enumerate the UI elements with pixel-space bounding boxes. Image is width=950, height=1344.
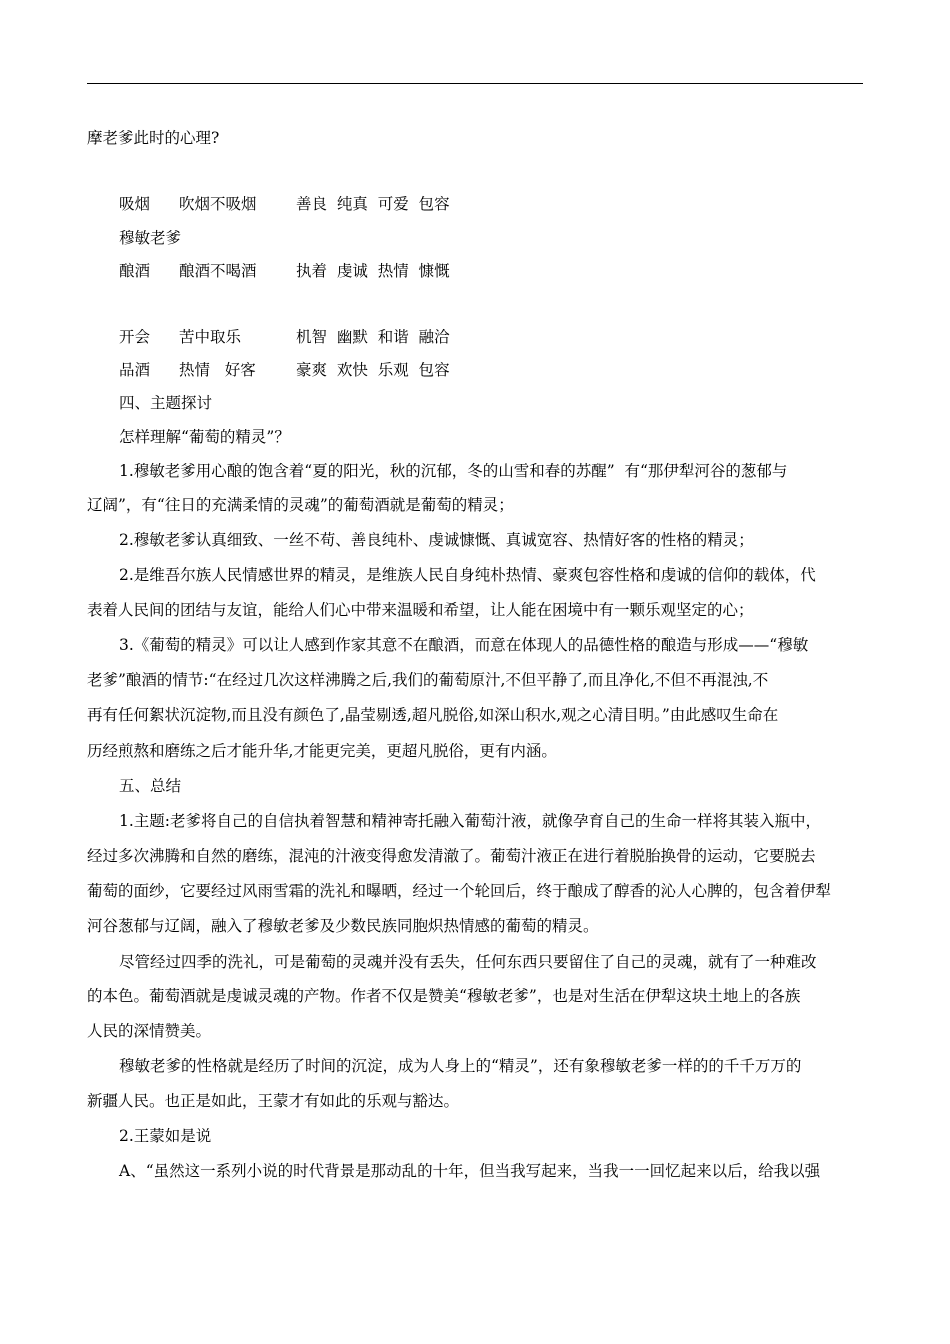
paragraph-line: 1.穆敏老爹用心酿的饱含着“夏的阳光，秋的沉郁，冬的山雪和春的苏醒” 有“那伊犁河谷的葱郁与: [119, 462, 788, 480]
section-heading: 五、总结: [119, 777, 182, 795]
table-cell: 酿酒不喝酒: [179, 262, 257, 280]
table-cell: 豪爽 欢快 乐观 包容: [296, 361, 450, 379]
paragraph-line: 尽管经过四季的洗礼，可是葡萄的灵魂并没有丢失，任何东西只要留住了自己的灵魂，就有了一种难改: [119, 953, 817, 971]
paragraph-line: 辽阔”，有“往日的充满柔情的灵魂”的葡萄酒就是葡萄的精灵；: [87, 496, 514, 514]
table-cell: 开会: [119, 328, 151, 346]
table-cell: 机智 幽默 和谐 融洽: [296, 328, 450, 346]
header-rule: [87, 83, 863, 84]
top-line: 摩老爹此时的心理?: [87, 129, 220, 147]
table-cell: 吹烟不吸烟: [179, 195, 257, 213]
paragraph-line: 河谷葱郁与辽阔，融入了穆敏老爹及少数民族同胞炽热情感的葡萄的精灵。: [87, 917, 599, 935]
table-row-4: [119, 360, 899, 380]
paragraph-line: 老爹”酿酒的情节:“在经过几次这样沸腾之后,我们的葡萄原汁,不但平静了,而且净化,不但不再混浊,不: [87, 671, 769, 689]
table-center-label: 穆敏老爹: [119, 229, 182, 247]
paragraph-line: 再有任何絮状沉淀物,而且没有颜色了,晶莹剔透,超凡脱俗,如深山积水,观之心清目明。”由此感叹生命在: [87, 706, 779, 724]
paragraph-line: 3.《葡萄的精灵》可以让人感到作家其意不在酿酒，而意在体现人的品德性格的酿造与形成——“穆敏: [119, 636, 809, 654]
table-cell: 执着 虔诚 热情 慷慨: [296, 262, 450, 280]
table-row-3: [119, 327, 899, 347]
table-cell: 热情 好客: [179, 361, 256, 379]
paragraph-line: 2.王蒙如是说: [119, 1127, 212, 1145]
table-cell: 善良 纯真 可爱 包容: [296, 195, 450, 213]
table-row-1: [119, 194, 899, 214]
paragraph-line: 1.主题:老爹将自己的自信执着智慧和精神寄托融入葡萄汁液，就像孕育自己的生命一样将其装入瓶中，: [119, 812, 822, 830]
paragraph-line: 2.是维吾尔族人民情感世界的精灵，是维族人民自身纯朴热情、豪爽包容性格和虔诚的信仰的载体，代: [119, 566, 816, 584]
table-cell: 吸烟: [119, 195, 151, 213]
paragraph-line: 的本色。葡萄酒就是虔诚灵魂的产物。作者不仅是赞美“穆敏老爹”，也是对生活在伊犁这块土地上的各族: [87, 987, 801, 1005]
paragraph-line: 人民的深情赞美。: [87, 1022, 212, 1040]
paragraph-line: 2.穆敏老爹认真细致、一丝不苟、善良纯朴、虔诚慷慨、真诚宽容、热情好客的性格的精灵；: [119, 531, 754, 549]
paragraph-line: 新疆人民。也正是如此，王蒙才有如此的乐观与豁达。: [87, 1092, 460, 1110]
paragraph-line: 葡萄的面纱，它要经过风雨雪霜的洗礼和曝晒，经过一个轮回后，终于酿成了醇香的沁人心脾的，包含着伊犁: [87, 882, 832, 900]
section-heading: 四、主题探讨: [119, 394, 213, 412]
table-cell: 苦中取乐: [179, 328, 242, 346]
paragraph-line: 穆敏老爹的性格就是经历了时间的沉淀，成为人身上的“精灵”，还有象穆敏老爹一样的的千千万万的: [119, 1057, 802, 1075]
paragraph-line: 经过多次沸腾和自然的磨练，混沌的汁液变得愈发清澈了。葡萄汁液正在进行着脱胎换骨的运动，它要脱去: [87, 847, 816, 865]
table-cell: 酿酒: [119, 262, 151, 280]
paragraph-line: 历经煎熬和磨练之后才能升华,才能更完美，更超凡脱俗，更有内涵。: [87, 742, 557, 760]
paragraph-line: A、“虽然这一系列小说的时代背景是那动乱的十年，但当我写起来，当我一一回忆起来以后，给我以强: [119, 1162, 821, 1180]
table-cell: 品酒: [119, 361, 151, 379]
paragraph-line: 表着人民间的团结与友谊，能给人们心中带来温暖和希望，让人能在困境中有一颗乐观坚定的心；: [87, 601, 754, 619]
table-row-2: [119, 261, 899, 281]
question-line: 怎样理解“葡萄的精灵”？: [119, 428, 290, 446]
